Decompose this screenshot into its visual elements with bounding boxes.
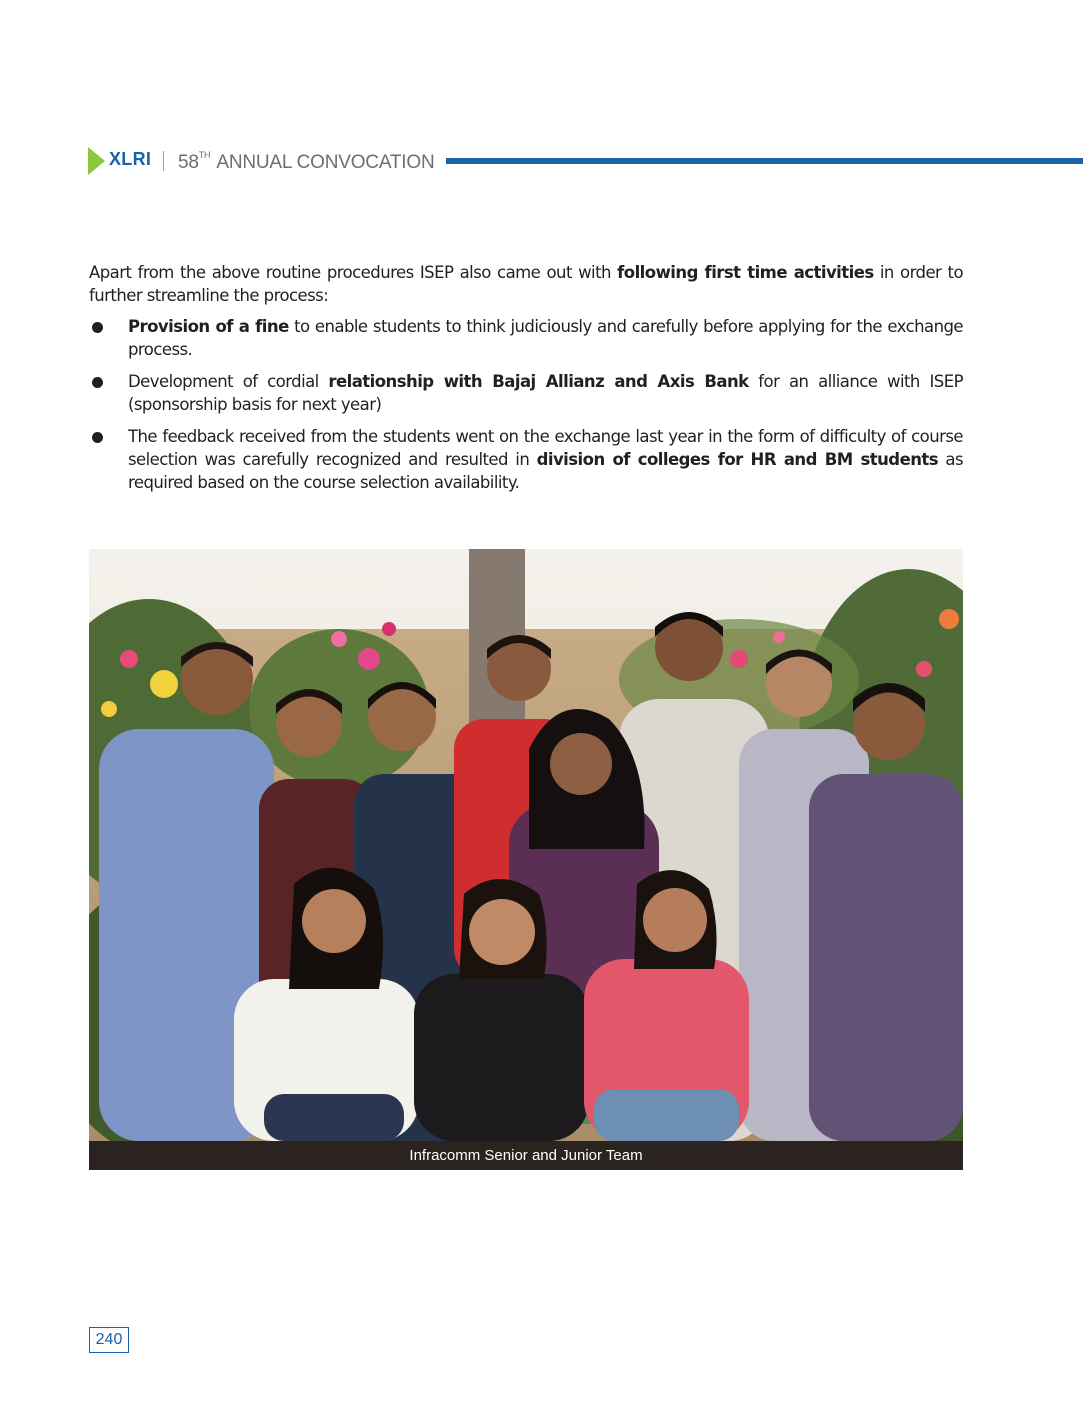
xlri-logo: XLRI: [109, 149, 152, 169]
photo-caption: Infracomm Senior and Junior Team: [89, 1141, 963, 1170]
intro-highlight: following first time activities: [617, 263, 874, 282]
team-photo: [89, 549, 963, 1141]
bullet-icon: [92, 432, 103, 443]
convocation-title: [178, 150, 434, 174]
bullet-icon: [92, 322, 103, 333]
page-header: [88, 145, 1083, 177]
article-body: [89, 261, 963, 503]
bullet-highlight: relationship with Bajaj Allianz and Axis Bank: [328, 372, 749, 391]
xlri-arrow-icon: [88, 147, 105, 175]
convocation-number: 58: [178, 152, 199, 173]
convocation-suffix: TH: [198, 150, 211, 160]
convocation-label: ANNUAL CONVOCATION: [216, 152, 435, 173]
bullet-highlight: division of colleges for HR and BM students: [536, 450, 939, 469]
intro-paragraph: Apart from the above routine procedures ISEP also came out with following first time activities in order to further streamline the process:: [89, 263, 963, 305]
header-divider: [163, 151, 164, 171]
team-photo-illustration: [89, 549, 963, 1141]
list-item: Provision of a fine to enable students to think judiciously and carefully before applying for the exchange process.: [89, 315, 963, 361]
list-item: Development of cordial relationship with Bajaj Allianz and Axis Bank for an alliance with ISEP (sponsorship basis for next year): [89, 370, 963, 416]
page-number: 240: [89, 1327, 129, 1353]
activities-list: [89, 315, 963, 494]
bullet-icon: [92, 377, 103, 388]
header-rule: [446, 158, 1083, 164]
list-item: The feedback received from the students went on the exchange last year in the form of difficulty of course selection was carefully recognized and resulted in division of colleges for HR and BM students as required based on the course selection availability.: [89, 425, 963, 494]
bullet-highlight: Provision of a fine: [128, 317, 289, 336]
